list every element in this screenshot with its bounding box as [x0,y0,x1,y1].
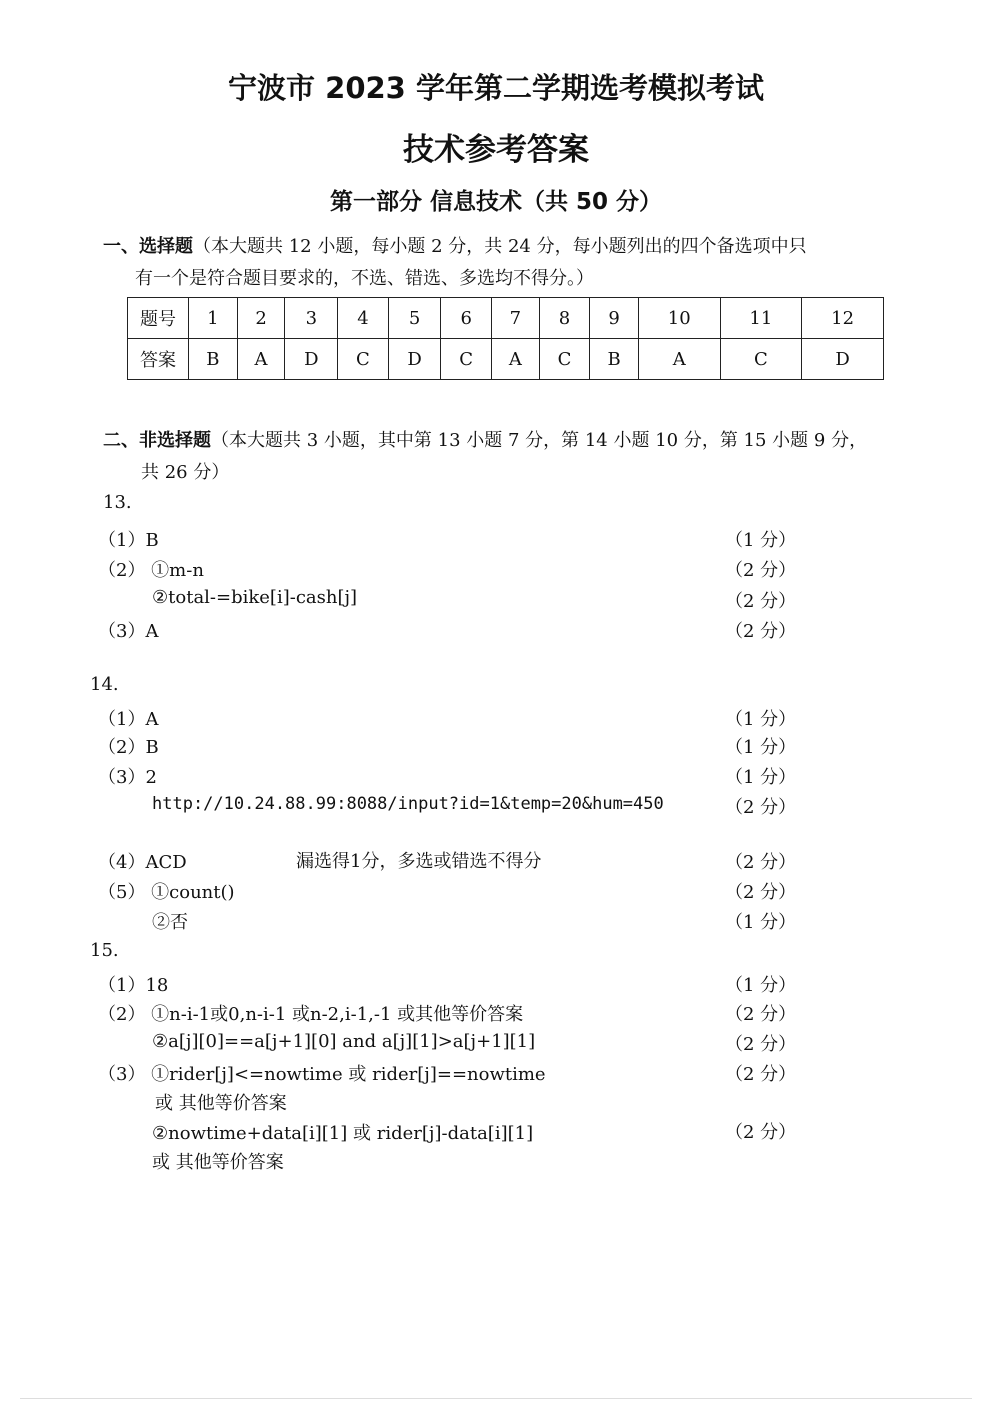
page-bottom-divider [20,1398,972,1399]
question-15-number: 15. [90,940,119,961]
q14-score-3: （1 分） [725,767,797,788]
table-cell: D [802,339,884,380]
q14-score-3-url: （2 分） [725,797,797,818]
q14-answer-1: （1）A [98,709,159,730]
table-cell: 5 [388,298,441,339]
section2-label: 二、非选择题 [103,430,211,451]
q15-score-2: （2 分） [725,1004,797,1025]
q14-score-2: （1 分） [725,737,797,758]
section1-heading [103,232,807,258]
q14-score-4: （2 分） [725,852,797,873]
table-cell: 3 [285,298,338,339]
q15-answer-3b: ②nowtime+data[i][1] 或 rider[j]-data[i][1] [152,1123,534,1144]
q14-answer-4-note: 漏选得1分，多选或错选不得分 [296,851,542,872]
exam-title: 宁波市 2023 学年第二学期选考模拟考试 [228,71,764,105]
table-cell: C [539,339,590,380]
q15-answer-2b: ②a[j][0]==a[j+1][0] and a[j][1]>a[j+1][1] [152,1031,536,1052]
table-cell: C [720,339,802,380]
table-cell: 10 [638,298,720,339]
answer-key-title: 技术参考答案 [403,132,589,168]
question-13-number: 13. [103,492,132,513]
q15-answer-3b-alt: 或 其他等价答案 [152,1152,284,1173]
q14-answer-4: （4）ACD [98,852,187,873]
table-cell: A [237,339,285,380]
q15-answer-3-alt: 或 其他等价答案 [155,1093,287,1114]
table-cell: 2 [237,298,285,339]
q13-score-1: （1 分） [725,530,797,551]
table-cell: C [338,339,389,380]
q14-answer-5b: ②否 [152,912,188,933]
q14-answer-3: （3）2 [98,767,157,788]
q13-answer-3: （3）A [98,621,159,642]
section2-description-cont: 共 26 分） [141,462,230,483]
table-row-question-numbers [128,298,884,339]
table-cell: C [441,339,492,380]
q15-score-2b: （2 分） [725,1034,797,1055]
q14-answer-2: （2）B [98,737,159,758]
q15-answer-2: （2） ①n-i-1或0,n-i-1 或n-2,i-1,-1 或其他等价答案 [98,1004,524,1025]
part-title: 第一部分 信息技术（共 50 分） [329,189,663,215]
section1-description: （本大题共 12 小题，每小题 2 分，共 24 分，每小题列出的四个备选项中只 [193,236,807,257]
q14-score-5: （2 分） [725,882,797,903]
answer-table [127,297,884,380]
q13-score-3: （2 分） [725,621,797,642]
table-header-answer: 答案 [128,339,189,380]
q14-answer-5: （5） ①count() [98,882,235,903]
table-cell: 7 [491,298,539,339]
q13-answer-2b: ②total-=bike[i]-cash[j] [152,587,358,608]
section1-description-cont: 有一个是符合题目要求的，不选、错选、多选均不得分。） [135,268,594,289]
q13-answer-1: （1）B [98,530,159,551]
q13-score-2: （2 分） [725,560,797,581]
table-cell: B [189,339,238,380]
table-header-question: 题号 [128,298,189,339]
q14-score-1: （1 分） [725,709,797,730]
table-cell: 11 [720,298,802,339]
q15-answer-1: （1）18 [98,975,169,996]
table-cell: 6 [441,298,492,339]
q14-answer-3-url: http://10.24.88.99:8088/input?id=1&temp=20&hum=450 [152,794,664,814]
section1-label: 一、选择题 [103,236,193,257]
q15-answer-3: （3） ①rider[j]<=nowtime 或 rider[j]==nowtime [98,1064,546,1085]
question-14-number: 14. [90,674,119,695]
table-cell: D [388,339,441,380]
table-cell: 4 [338,298,389,339]
q15-score-1: （1 分） [725,975,797,996]
q13-score-2b: （2 分） [725,591,797,612]
q15-score-3b: （2 分） [725,1122,797,1143]
section2-heading [103,426,867,452]
q13-answer-2: （2） ①m-n [98,560,204,581]
table-cell: D [285,339,338,380]
table-cell: 12 [802,298,884,339]
table-cell: 9 [590,298,639,339]
table-cell: A [638,339,720,380]
table-cell: B [590,339,639,380]
table-cell: 1 [189,298,238,339]
q15-score-3: （2 分） [725,1064,797,1085]
table-cell: A [491,339,539,380]
table-row-answers [128,339,884,380]
table-cell: 8 [539,298,590,339]
section2-description: （本大题共 3 小题，其中第 13 小题 7 分，第 14 小题 10 分，第 15 小题 9 分， [211,430,868,451]
q14-score-5b: （1 分） [725,912,797,933]
